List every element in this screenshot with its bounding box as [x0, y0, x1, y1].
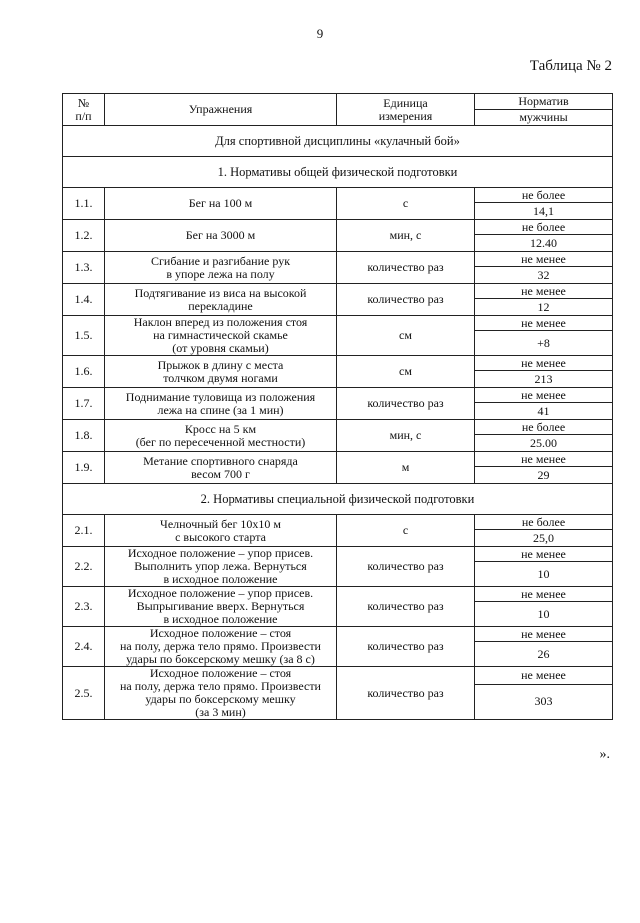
row-qualifier: не менее	[475, 356, 613, 371]
row-unit: см	[337, 356, 475, 388]
row-exercise: Сгибание и разгибание рук в упоре лежа на полу	[105, 252, 337, 284]
row-qualifier: не менее	[475, 627, 613, 642]
table-row	[63, 452, 613, 467]
table-row	[63, 667, 613, 685]
row-unit: количество раз	[337, 587, 475, 627]
row-exercise: Исходное положение – стоя на полу, держа тело прямо. Произвести удары по боксерскому мешку (за 8 с)	[105, 627, 337, 667]
row-number: 1.3.	[63, 252, 105, 284]
row-exercise: Исходное положение – стоя на полу, держа тело прямо. Произвести удары по боксерскому мешку (за 3 мин)	[105, 667, 337, 720]
table-row	[63, 356, 613, 371]
row-unit: мин, с	[337, 420, 475, 452]
row-unit: количество раз	[337, 252, 475, 284]
row-number: 1.5.	[63, 316, 105, 356]
row-exercise: Бег на 100 м	[105, 188, 337, 220]
row-number: 1.7.	[63, 388, 105, 420]
table-row	[63, 420, 613, 435]
row-exercise: Челночный бег 10х10 м с высокого старта	[105, 515, 337, 547]
row-exercise: Наклон вперед из положения стоя на гимнастической скамье (от уровня скамьи)	[105, 316, 337, 356]
row-value: 25,0	[475, 530, 613, 547]
row-unit: см	[337, 316, 475, 356]
row-exercise: Прыжок в длину с места толчком двумя ногами	[105, 356, 337, 388]
row-qualifier: не менее	[475, 284, 613, 299]
header-row	[63, 94, 613, 110]
row-qualifier: не более	[475, 220, 613, 235]
table-row	[63, 627, 613, 642]
header-number: № п/п	[63, 94, 105, 126]
row-value: 14,1	[475, 203, 613, 220]
row-value: 26	[475, 642, 613, 667]
page-number: 9	[316, 26, 324, 41]
row-number: 2.3.	[63, 587, 105, 627]
row-unit: количество раз	[337, 284, 475, 316]
row-number: 1.1.	[63, 188, 105, 220]
table-row	[63, 188, 613, 203]
row-number: 2.2.	[63, 547, 105, 587]
table-row	[63, 220, 613, 235]
row-number: 2.4.	[63, 627, 105, 667]
norms-table	[62, 93, 613, 720]
row-value: 25.00	[475, 435, 613, 452]
header-gender: мужчины	[475, 110, 613, 126]
row-number: 1.6.	[63, 356, 105, 388]
header-unit: Единица измерения	[337, 94, 475, 126]
row-number: 1.9.	[63, 452, 105, 484]
row-number: 1.8.	[63, 420, 105, 452]
row-qualifier: не менее	[475, 388, 613, 403]
row-unit: с	[337, 188, 475, 220]
row-number: 2.5.	[63, 667, 105, 720]
row-qualifier: не более	[475, 420, 613, 435]
row-qualifier: не более	[475, 188, 613, 203]
row-exercise: Метание спортивного снаряда весом 700 г	[105, 452, 337, 484]
row-qualifier: не менее	[475, 252, 613, 267]
row-exercise: Исходное положение – упор присев. Выполнить упор лежа. Вернуться в исходное положение	[105, 547, 337, 587]
row-unit: количество раз	[337, 667, 475, 720]
row-exercise: Исходное положение – упор присев. Выпрыгивание вверх. Вернуться в исходное положение	[105, 587, 337, 627]
table-title: Таблица № 2	[529, 58, 612, 74]
section-row	[63, 484, 613, 515]
row-qualifier: не менее	[475, 316, 613, 331]
row-value: 10	[475, 562, 613, 587]
row-value: 32	[475, 267, 613, 284]
row-value: 10	[475, 602, 613, 627]
row-unit: количество раз	[337, 388, 475, 420]
row-value: 12	[475, 299, 613, 316]
row-value: +8	[475, 331, 613, 356]
row-number: 1.4.	[63, 284, 105, 316]
row-unit: м	[337, 452, 475, 484]
section-title: 1. Нормативы общей физической подготовки	[63, 157, 613, 188]
discipline-title: Для спортивной дисциплины «кулачный бой»	[63, 126, 613, 157]
norms-table-body	[63, 94, 613, 720]
row-exercise: Поднимание туловища из положения лежа на спине (за 1 мин)	[105, 388, 337, 420]
table-row	[63, 388, 613, 403]
discipline-row	[63, 126, 613, 157]
row-qualifier: не менее	[475, 587, 613, 602]
row-value: 12.40	[475, 235, 613, 252]
row-number: 2.1.	[63, 515, 105, 547]
row-value: 303	[475, 684, 613, 719]
row-value: 213	[475, 371, 613, 388]
row-qualifier: не менее	[475, 667, 613, 685]
row-value: 41	[475, 403, 613, 420]
closing-mark: ».	[599, 747, 610, 762]
row-unit: количество раз	[337, 627, 475, 667]
row-exercise: Подтягивание из виса на высокой перекладине	[105, 284, 337, 316]
row-number: 1.2.	[63, 220, 105, 252]
table-row	[63, 316, 613, 331]
table-row	[63, 515, 613, 530]
row-unit: мин, с	[337, 220, 475, 252]
table-row	[63, 547, 613, 562]
section-row	[63, 157, 613, 188]
section-title: 2. Нормативы специальной физической подготовки	[63, 484, 613, 515]
row-qualifier: не более	[475, 515, 613, 530]
row-unit: с	[337, 515, 475, 547]
row-qualifier: не менее	[475, 547, 613, 562]
row-qualifier: не менее	[475, 452, 613, 467]
row-exercise: Кросс на 5 км (бег по пересеченной местности)	[105, 420, 337, 452]
header-exercise: Упражнения	[105, 94, 337, 126]
table-row	[63, 284, 613, 299]
table-row	[63, 587, 613, 602]
row-unit: количество раз	[337, 547, 475, 587]
row-value: 29	[475, 467, 613, 484]
header-norm: Норматив	[475, 94, 613, 110]
row-exercise: Бег на 3000 м	[105, 220, 337, 252]
table-row	[63, 252, 613, 267]
